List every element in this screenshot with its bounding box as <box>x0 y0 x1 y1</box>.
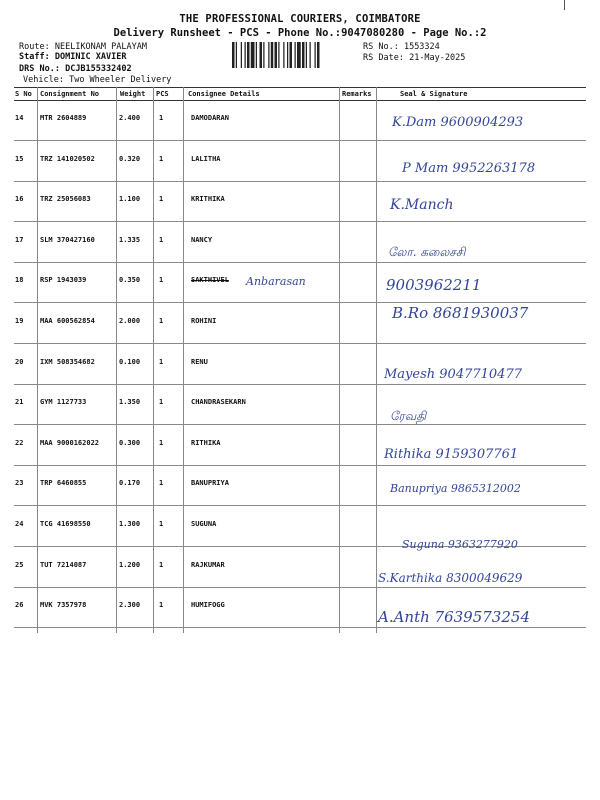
cell-consignee: KRITHIKA <box>191 195 225 204</box>
cell-pcs: 1 <box>159 276 164 285</box>
cell-sno: 20 <box>15 357 24 366</box>
cell-sno: 16 <box>15 195 24 204</box>
cell-pcs: 1 <box>159 317 164 325</box>
cell-consignment-no: TRP 6460855 <box>40 479 87 488</box>
cell-consignee: LALITHA <box>191 154 221 163</box>
cell-consignment-no: MAA 9000162022 <box>40 438 100 447</box>
cell-pcs: 1 <box>159 601 164 610</box>
barcode-image <box>232 42 352 68</box>
barcode-bar <box>306 42 307 68</box>
cell-consignment-no: RSP 1943039 <box>40 276 87 285</box>
cell-sno: 23 <box>15 479 24 488</box>
staff-value: DOMINIC XAVIER <box>54 52 127 62</box>
cell-sno: 22 <box>15 438 24 447</box>
cell-pcs: 1 <box>159 560 164 569</box>
cell-weight: 0.300 <box>119 438 141 447</box>
cell-sno: 15 <box>15 154 24 163</box>
barcode-bar <box>290 42 293 68</box>
barcode-bar <box>302 42 305 68</box>
barcode-bar <box>260 42 263 68</box>
barcode-bar <box>283 42 284 68</box>
cell-consignment-no: MVK 7357978 <box>40 601 87 610</box>
cell-pcs: 1 <box>159 438 164 447</box>
cell-weight: 1.335 <box>119 235 141 244</box>
cell-pcs: 1 <box>159 398 164 407</box>
cell-pcs: 1 <box>159 114 164 122</box>
rs-no-label: RS No.: <box>363 42 399 52</box>
rs-no-value: 1553324 <box>403 42 440 52</box>
barcode-bar <box>287 42 288 68</box>
signature-row-21: ரேவதி <box>390 409 427 423</box>
cell-pcs: 1 <box>159 235 164 244</box>
barcode-bar <box>241 42 242 68</box>
table-row <box>14 263 586 303</box>
barcode-bar <box>263 42 264 68</box>
cell-pcs: 1 <box>159 195 164 204</box>
signature-row-14: K.Dam 9600904293 <box>392 115 524 130</box>
staff-label: Staff: <box>19 52 50 62</box>
table-row <box>14 548 586 588</box>
col-header-weight: Weight <box>120 90 146 98</box>
cell-weight: 1.350 <box>119 398 141 407</box>
runsheet-subtitle: Delivery Runsheet - PCS - Phone No.:9047080280 - Page No.:2 <box>113 27 487 39</box>
barcode-bar <box>295 42 296 68</box>
barcode-bar <box>251 42 255 68</box>
signature-row-24: Suguna 9363277920 <box>402 538 518 551</box>
rs-date-line <box>363 53 465 63</box>
cell-consignee: RITHIKA <box>191 438 221 447</box>
signature-row-15: P Mam 9952263178 <box>402 161 536 176</box>
barcode-bar <box>315 42 316 68</box>
col-header-consignee: Consignee Details <box>188 90 260 98</box>
signature-row-17: லோ. கலைசசி <box>388 245 466 259</box>
cell-sno: 24 <box>15 520 24 528</box>
signature-row-16: K.Manch <box>390 197 454 213</box>
drs-label: DRS No.: <box>19 64 60 74</box>
cell-weight: 1.100 <box>119 195 141 204</box>
cell-consignment-no: SLM 370427160 <box>40 235 95 244</box>
barcode-bar <box>268 42 269 68</box>
route-line <box>19 42 147 52</box>
remark-row-18: Anbarasan <box>246 275 306 288</box>
signature-row-18: 9003962211 <box>386 276 482 294</box>
cell-consignment-no: TRZ 25056083 <box>40 195 91 204</box>
drs-value: DCJB155332402 <box>65 64 132 74</box>
cell-consignee: NANCY <box>191 235 213 244</box>
table-row <box>14 142 586 182</box>
cell-consignee: BANUPRIYA <box>191 479 229 488</box>
cell-sno: 14 <box>15 114 24 122</box>
cell-consignment-no: MAA 600562854 <box>40 317 95 325</box>
cell-weight: 1.200 <box>119 560 141 569</box>
cell-consignment-no: TRZ 141020502 <box>40 154 95 163</box>
cell-sno: 19 <box>15 317 24 325</box>
cell-sno: 21 <box>15 398 24 407</box>
cell-weight: 0.100 <box>119 357 141 366</box>
table-row <box>14 466 586 506</box>
staff-line <box>19 52 127 62</box>
barcode-bar <box>236 42 237 68</box>
signature-row-25: S.Karthika 8300049629 <box>378 571 523 585</box>
cell-consignee: ROHINI <box>191 317 217 325</box>
cell-consignment-no: TUT 7214087 <box>40 560 87 569</box>
route-value: NEELIKONAM PALAYAM <box>54 42 147 52</box>
row-divider <box>14 627 586 628</box>
cell-consignee: DAMODARAN <box>191 114 229 122</box>
cell-weight: 0.170 <box>119 479 141 488</box>
barcode-bar <box>310 42 311 68</box>
cell-pcs: 1 <box>159 520 164 528</box>
signature-row-20: Mayesh 9047710477 <box>384 367 522 382</box>
barcode-bar <box>275 42 278 68</box>
cell-weight: 2.300 <box>119 601 141 610</box>
vehicle-value: Two Wheeler Delivery <box>69 75 172 85</box>
table-row <box>14 588 586 628</box>
cell-consignee: SAKTHIVEL <box>191 276 229 285</box>
col-header-sno: S No <box>15 90 32 98</box>
cell-weight: 0.350 <box>119 276 141 285</box>
col-header-pcs: PCS <box>156 90 169 98</box>
barcode-bar <box>247 42 250 68</box>
table-row <box>14 385 586 425</box>
cell-consignee: SUGUNA <box>191 520 217 528</box>
cell-consignment-no: IXM 508354682 <box>40 357 95 366</box>
barcode-bar <box>317 42 320 68</box>
cell-pcs: 1 <box>159 357 164 366</box>
rs-date-label: RS Date: <box>363 53 404 63</box>
signature-row-22: Rithika 9159307761 <box>384 447 519 462</box>
vehicle-line <box>23 75 171 85</box>
barcode-bar <box>297 42 301 68</box>
rs-no-line <box>363 42 440 52</box>
table-top-rule <box>14 87 586 88</box>
table-row <box>14 304 586 344</box>
cell-sno: 25 <box>15 560 24 569</box>
col-header-signature: Seal & Signature <box>400 90 468 98</box>
vehicle-label: Vehicle: <box>23 75 64 85</box>
cell-weight: 0.320 <box>119 154 141 163</box>
col-header-remarks: Remarks <box>342 90 372 98</box>
table-row <box>14 345 586 385</box>
signature-row-23: Banupriya 9865312002 <box>390 482 521 495</box>
barcode-bar <box>232 42 235 68</box>
signature-row-26: A.Anth 7639573254 <box>378 608 530 626</box>
route-label: Route: <box>19 42 50 52</box>
rs-date-value: 21-May-2025 <box>409 53 466 63</box>
cell-consignee: RAJKUMAR <box>191 560 225 569</box>
table-row <box>14 223 586 263</box>
cell-consignee: HUMIFOGG <box>191 601 225 610</box>
cell-consignment-no: MTR 2604889 <box>40 114 87 122</box>
cell-consignment-no: GYM 1127733 <box>40 398 87 407</box>
corner-mark <box>564 0 565 10</box>
table-row <box>14 182 586 222</box>
cell-consignment-no: TCG 41698550 <box>40 520 91 528</box>
signature-row-19: B.Ro 8681930037 <box>392 304 529 322</box>
cell-pcs: 1 <box>159 154 164 163</box>
cell-sno: 17 <box>15 235 24 244</box>
table-row <box>14 426 586 466</box>
cell-pcs: 1 <box>159 479 164 488</box>
cell-sno: 26 <box>15 601 24 610</box>
cell-consignee: CHANDRASEKARN <box>191 398 246 407</box>
cell-weight: 2.400 <box>119 114 141 122</box>
drs-line <box>19 64 132 74</box>
cell-weight: 1.300 <box>119 520 141 528</box>
barcode-bar <box>256 42 257 68</box>
barcode-bar <box>271 42 274 68</box>
cell-sno: 18 <box>15 276 24 285</box>
table-row <box>14 101 586 141</box>
barcode-bar <box>245 42 246 68</box>
company-title: THE PROFESSIONAL COURIERS, COIMBATORE <box>179 13 421 25</box>
cell-consignee: RENU <box>191 357 208 366</box>
table-row <box>14 507 586 547</box>
cell-weight: 2.000 <box>119 317 141 325</box>
col-header-consignment: Consignment No <box>40 90 100 98</box>
barcode-bar <box>278 42 279 68</box>
